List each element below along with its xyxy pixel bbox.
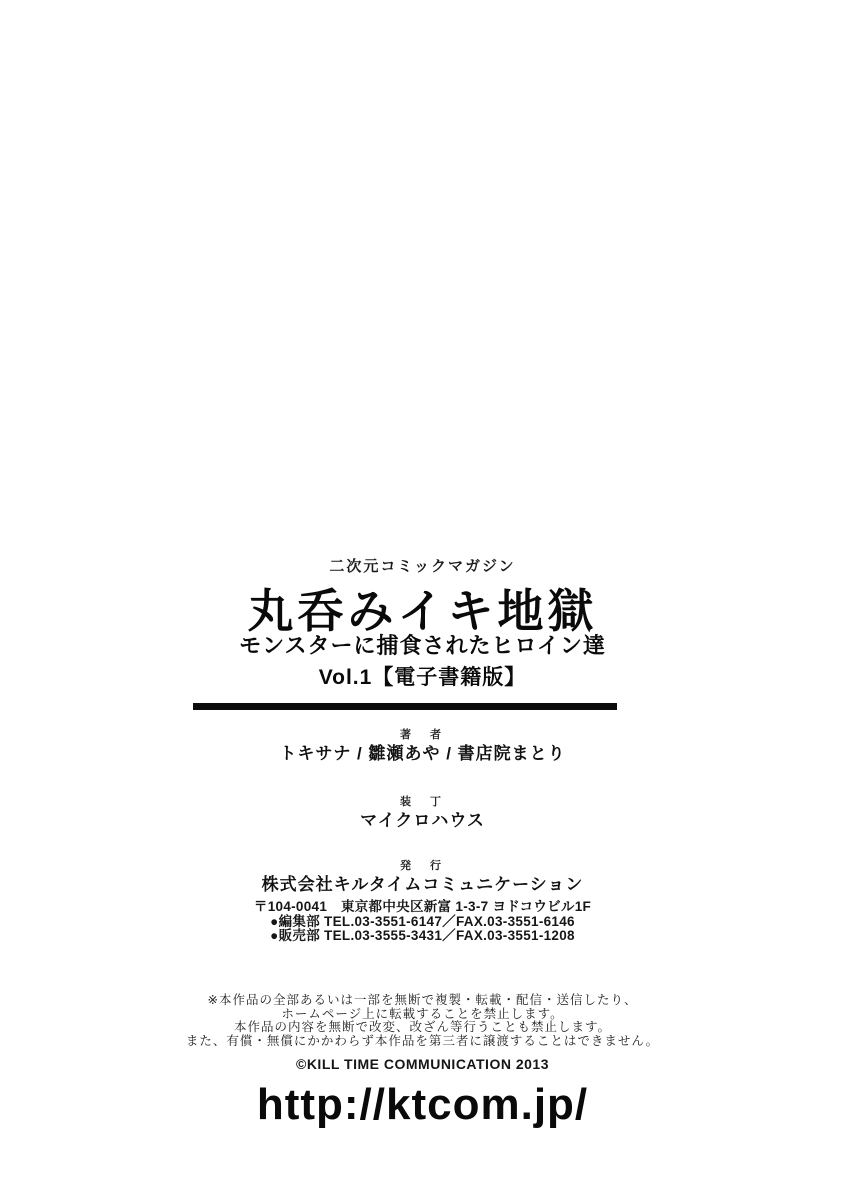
divider-rule	[193, 703, 617, 710]
legal-line: また、有償・無償にかかわらず本作品を第三者に譲渡することはできません。	[185, 1033, 660, 1048]
publisher-address: 〒104-0041 東京都中央区新富 1-3-7 ヨドコウビル1F	[253, 899, 592, 914]
book-subtitle: モンスターに捕食されたヒロイン達	[239, 633, 606, 658]
legal-line: 本作品の内容を無断で改変、改ざん等行うことも禁止します。	[233, 1020, 611, 1034]
copyright-notice: ©KILL TIME COMMUNICATION 2013	[296, 1056, 549, 1072]
author-heading: 著 者	[400, 729, 445, 741]
publisher-heading: 発 行	[400, 860, 445, 872]
sales-contact: ●販売部 TEL.03-3555-3431／FAX.03-3551-1208	[270, 928, 575, 943]
design-name: マイクロハウス	[360, 811, 485, 830]
magazine-label: 二次元コミックマガジン	[329, 558, 516, 575]
book-title: 丸呑みイキ地獄	[247, 585, 598, 637]
legal-line: ※本作品の全部あるいは一部を無断で複製・転載・配信・送信したり、	[207, 993, 638, 1007]
legal-line: ホームページ上に転載することを禁止します。	[281, 1006, 564, 1021]
editorial-contact: ●編集部 TEL.03-3551-6147／FAX.03-3551-6146	[270, 914, 575, 929]
website-url: http://ktcom.jp/	[256, 1080, 589, 1129]
publisher-name: 株式会社キルタイムコミュニケーション	[261, 875, 584, 894]
edition-label: Vol.1【電子書籍版】	[318, 666, 527, 689]
author-names: トキサナ / 雛瀬あや / 書店院まとり	[279, 744, 566, 763]
legal-notice	[0, 994, 845, 1048]
design-heading: 装 丁	[400, 796, 445, 808]
